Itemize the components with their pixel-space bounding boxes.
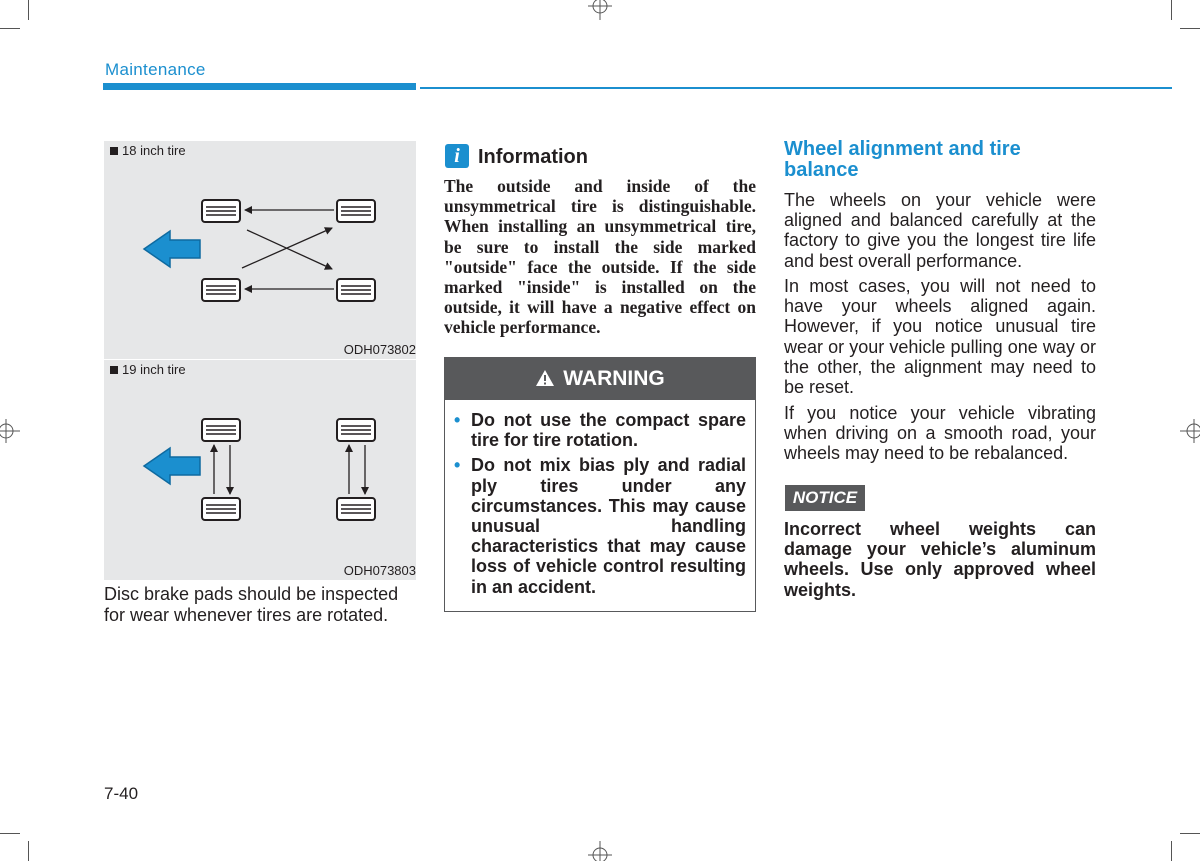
header-bar [103,83,416,90]
warning-item: • Do not mix bias ply and radial ply tires under any circumstances. This may cause unusual handling characteristics that may cause loss of vehicle control resulting in an accident. [454,455,746,597]
tire-front-left [202,200,240,222]
paragraph: The wheels on your vehicle were aligned and balanced carefully at the factory to give you the longest tire life and best overall performance. [784,190,1096,271]
paragraph: If you notice your vehicle vibrating when driving on a smooth road, your wheels may need to be rebalanced. [784,403,1096,464]
registration-mark [585,0,615,20]
registration-mark [0,416,20,446]
forward-arrow [144,448,200,484]
notice-text: Incorrect wheel weights can damage your vehicle’s aluminum wheels. Use only approved wheel weights. [784,519,1096,600]
figure-code: ODH073803 [343,563,416,578]
forward-arrow [144,231,200,267]
tire-rear-left [202,279,240,301]
tire-rear-right [337,279,375,301]
figure-code: ODH073802 [343,342,416,357]
tire-front-left [202,419,240,441]
crop-mark [28,841,29,861]
registration-mark [1180,416,1200,446]
page-number: 7-40 [104,784,139,803]
bullet-icon: • [454,410,461,430]
figure-label: 18 inch tire [110,143,186,158]
warning-item: • Do not use the compact spare tire for tire rotation. [454,410,746,451]
warning-list [452,410,746,602]
figure-label: 19 inch tire [110,362,186,377]
rotation-diagram-19 [104,360,416,580]
brake-pad-note: Disc brake pads should be inspected for wear whenever tires are rotated. [104,584,399,625]
figure-19-inch [104,359,416,580]
crop-mark [1171,0,1172,20]
paragraph: In most cases, you will not need to have your wheels aligned again. However, if you notice unusual tire wear or your vehicle pulling one way or the other, the alignment may need to be reset. [784,276,1096,398]
info-icon: i [445,144,469,168]
information-body: The outside and inside of the unsymmetrical tire is distinguishable. When installing an unsymmetrical tire, be sure to install the side marked "outside" face the outside. If the side marked "inside" is installed on the outside, it will have a negative effect on vehicle performance. [444,176,756,338]
bullet-icon: • [454,455,461,476]
figure-18-inch [104,141,416,359]
crop-mark [1171,841,1172,861]
tire-front-right [337,200,375,222]
rotation-diagram-18 [104,141,416,359]
wheel-alignment-heading: Wheel alignment and tire balance [784,138,1021,181]
registration-mark [585,841,615,861]
crop-mark [1180,833,1200,834]
tire-rear-right [337,498,375,520]
crop-mark [0,833,20,834]
crop-mark [1180,28,1200,29]
header-rule [420,87,1172,89]
crop-mark [28,0,29,20]
section-title: Maintenance [105,60,206,79]
information-title: Information [478,146,588,168]
tire-front-right [337,419,375,441]
crop-mark [0,28,20,29]
warning-title: WARNING [445,358,755,400]
warning-triangle-icon [535,369,555,387]
notice-badge: NOTICE [785,485,865,511]
tire-rear-left [202,498,240,520]
